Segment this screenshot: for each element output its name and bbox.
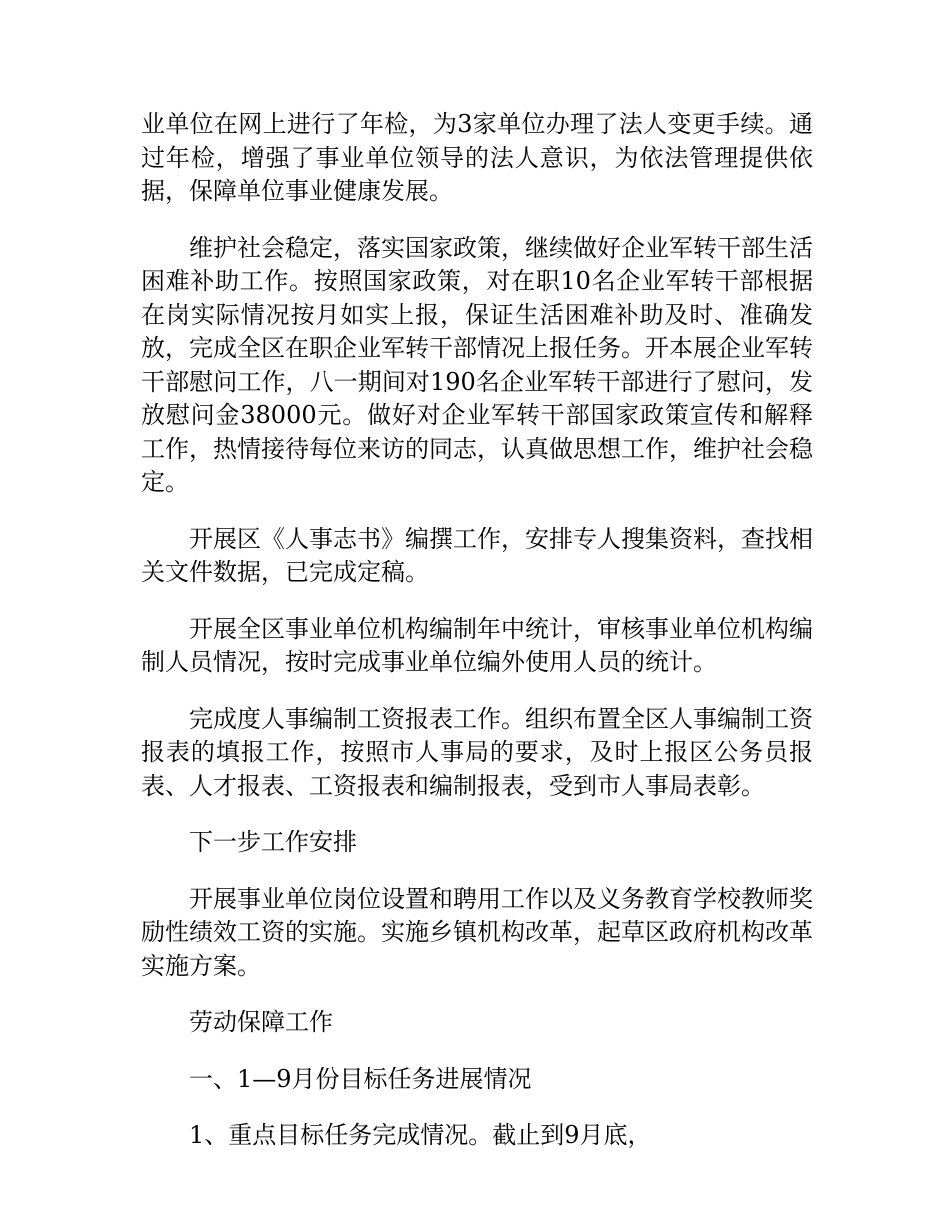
paragraph-personnel-chronicle: 开展区《人事志书》编撰工作，安排专人搜集资料，查找相关文件数据，已完成定稿。 [141,524,813,586]
paragraph-social-stability: 维护社会稳定，落实国家政策，继续做好企业军转干部生活困难补助工作。按照国家政策，对在职10名企业军转干部根据在岗实际情况按月如实上报，保证生活困难补助及时、准确发放，完成全区在职企业军转干部情况上报任务。开本展企业军转干部慰问工作，八一期间对190名企业军转干部进行了慰问，发放慰问金38000元。做好对企业军转干部国家政策宣传和解释工作，热情接待每位来访的同志，认真做思想工作，维护社会稳定。 [141,233,813,496]
document-page [141,108,813,1176]
paragraph-staffing-statistics: 开展全区事业单位机构编制年中统计，审核事业单位机构编制人员情况，按时完成事业单位编外使用人员的统计。 [141,614,813,676]
heading-next-steps: 下一步工作安排 [189,828,357,856]
paragraph-position-setup: 开展事业单位岗位设置和聘用工作以及义务教育学校教师奖励性绩效工资的实施。实施乡镇机构改革，起草区政府机构改革实施方案。 [141,884,813,980]
paragraph-key-targets: 1、重点目标任务完成情况。截止到9月底， [189,1121,652,1149]
paragraph-annual-inspection: 业单位在网上进行了年检，为3家单位办理了法人变更手续。通过年检，增强了事业单位领导的法人意识，为依法管理提供依据，保障单位事业健康发展。 [141,110,813,205]
heading-labor-security: 劳动保障工作 [189,1008,333,1036]
heading-target-progress: 一、1—9月份目标任务进展情况 [189,1064,532,1093]
paragraph-salary-reports: 完成度人事编制工资报表工作。组织布置全区人事编制工资报表的填报工作，按照市人事局的要求，及时上报区公务员报表、人才报表、工资报表和编制报表，受到市人事局表彰。 [141,704,813,800]
